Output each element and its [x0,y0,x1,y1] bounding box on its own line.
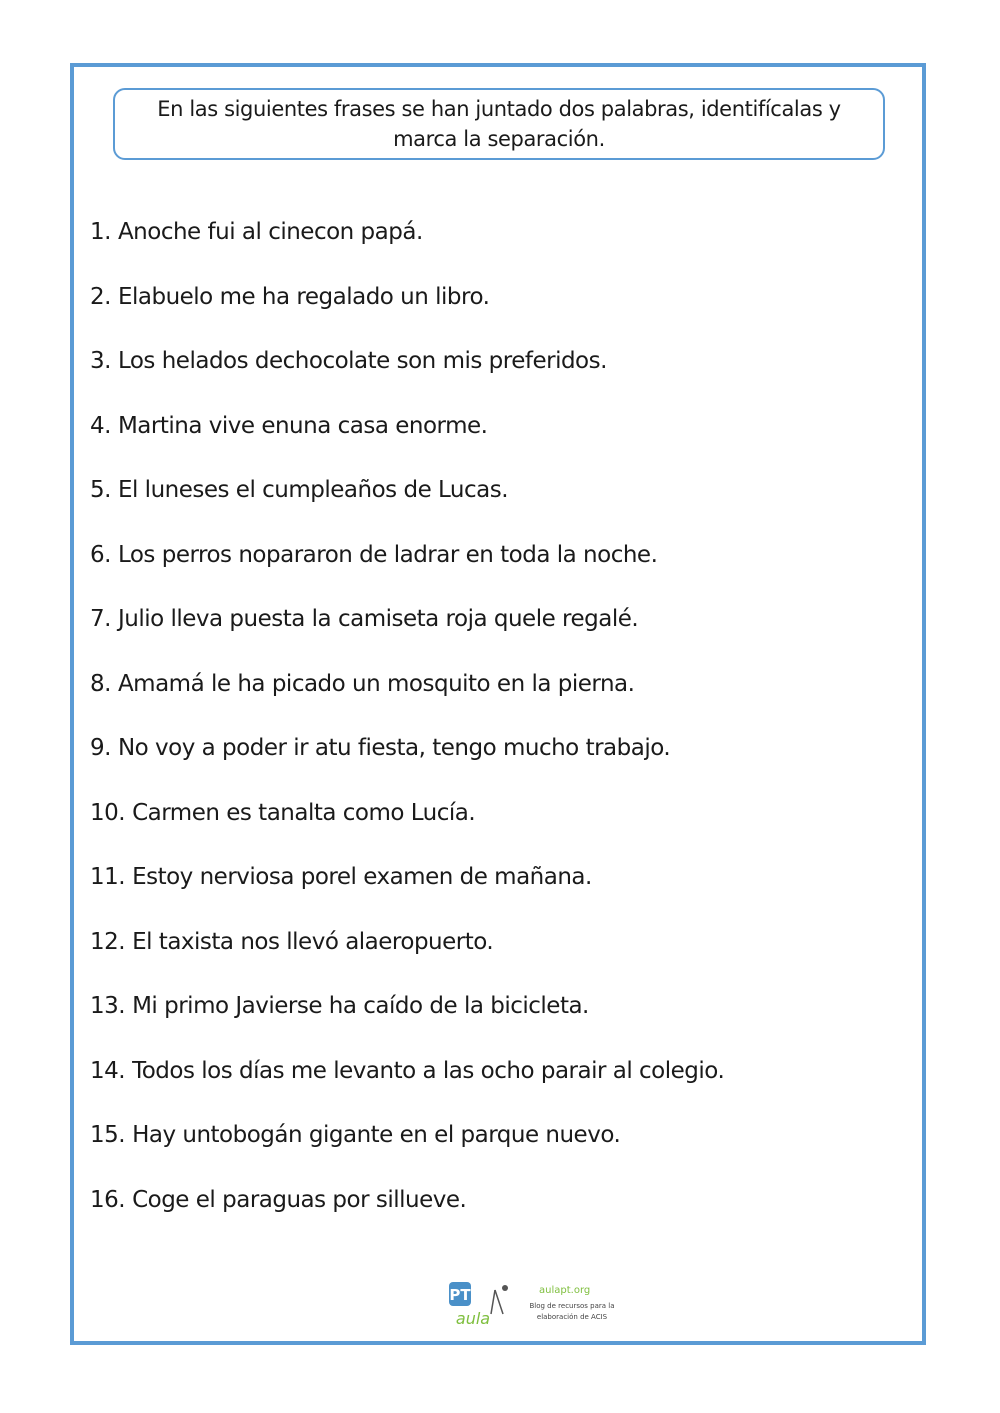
sentence-number: 6. [90,541,111,568]
sentence-number: 14. [90,1057,126,1084]
sentence-item[interactable] [90,597,890,662]
footer-logo [447,1280,627,1330]
sentence-number: 8. [90,670,111,697]
instruction-text [157,94,840,154]
sentence-text[interactable]: Coge el paraguas por sillueve. [132,1186,467,1213]
sentence-number: 16. [90,1186,126,1213]
sentence-text[interactable]: El taxista nos llevó alaeropuerto. [132,928,494,955]
sentence-number: 2. [90,283,111,310]
sentence-number: 11. [90,864,126,890]
sentence-number: 12. [90,928,126,955]
sentence-text[interactable]: Amamá le ha picado un mosquito en la pierna. [117,670,635,697]
sentence-text[interactable]: Elabuelo me ha regalado un libro. [117,283,490,310]
sentence-text[interactable]: Martina vive enuna casa enorme. [117,412,488,439]
blog-tagline: Blog de recursos para la elaboración de ACIS [529,1302,615,1321]
sentence-text[interactable]: Hay untobogán gigante en el parque nuevo. [132,1122,621,1148]
sentence-item[interactable] [90,275,890,340]
sentence-item[interactable] [90,1049,890,1114]
logo-letters-bottom: aula [455,1309,491,1328]
instruction-line-1: En las siguientes frases se han juntado dos palabras, identifícalas y [157,97,841,121]
sentence-text[interactable]: Todos los días me levanto a las ocho parair al colegio. [132,1057,725,1084]
sentence-text[interactable]: Julio lleva puesta la camiseta roja quele regalé. [117,606,639,632]
sentence-number: 1. [90,219,111,245]
sentence-item[interactable] [90,468,890,533]
sentence-text[interactable]: Carmen es tanalta como Lucía. [132,799,476,826]
sentence-number: 10. [90,799,126,826]
sentence-item[interactable] [90,1178,890,1243]
sentence-text[interactable]: El luneses el cumpleaños de Lucas. [117,477,509,503]
sentence-text[interactable]: Los perros nopararon de ladrar en toda la noche. [117,541,658,568]
sentence-number: 5. [90,477,111,503]
sentence-item[interactable] [90,339,890,404]
sentence-text[interactable]: Estoy nerviosa porel examen de mañana. [132,864,592,890]
sentence-item[interactable] [90,210,890,275]
sentence-text[interactable]: Anoche fui al cinecon papá. [117,219,423,245]
sentence-item[interactable] [90,855,890,920]
blog-name: aulapt.org [539,1285,591,1296]
sentence-text[interactable]: Mi primo Javierse ha caído de la bicicleta. [132,993,589,1019]
sentence-item[interactable] [90,920,890,985]
instruction-line-2: marca la separación. [393,127,605,151]
sentence-number: 15. [90,1122,126,1148]
sentence-number: 13. [90,993,126,1019]
sentence-list [90,210,890,1242]
sentence-item[interactable] [90,984,890,1049]
sentence-text[interactable]: Los helados dechocolate son mis preferidos. [117,348,607,374]
sentence-number: 4. [90,412,111,439]
logo-letters-top: PT [449,1286,471,1304]
sentence-item[interactable] [90,726,890,791]
instruction-box [113,88,885,160]
sentence-item[interactable] [90,533,890,598]
sentence-item[interactable] [90,1113,890,1178]
sentence-item[interactable] [90,662,890,727]
sentence-number: 7. [90,606,111,632]
sentence-text[interactable]: No voy a poder ir atu fiesta, tengo mucho trabajo. [117,735,671,761]
sentence-item[interactable] [90,404,890,469]
aulapt-logo-icon [447,1280,515,1330]
sentence-item[interactable] [90,791,890,856]
sentence-number: 3. [90,348,111,374]
sentence-number: 9. [90,735,111,761]
